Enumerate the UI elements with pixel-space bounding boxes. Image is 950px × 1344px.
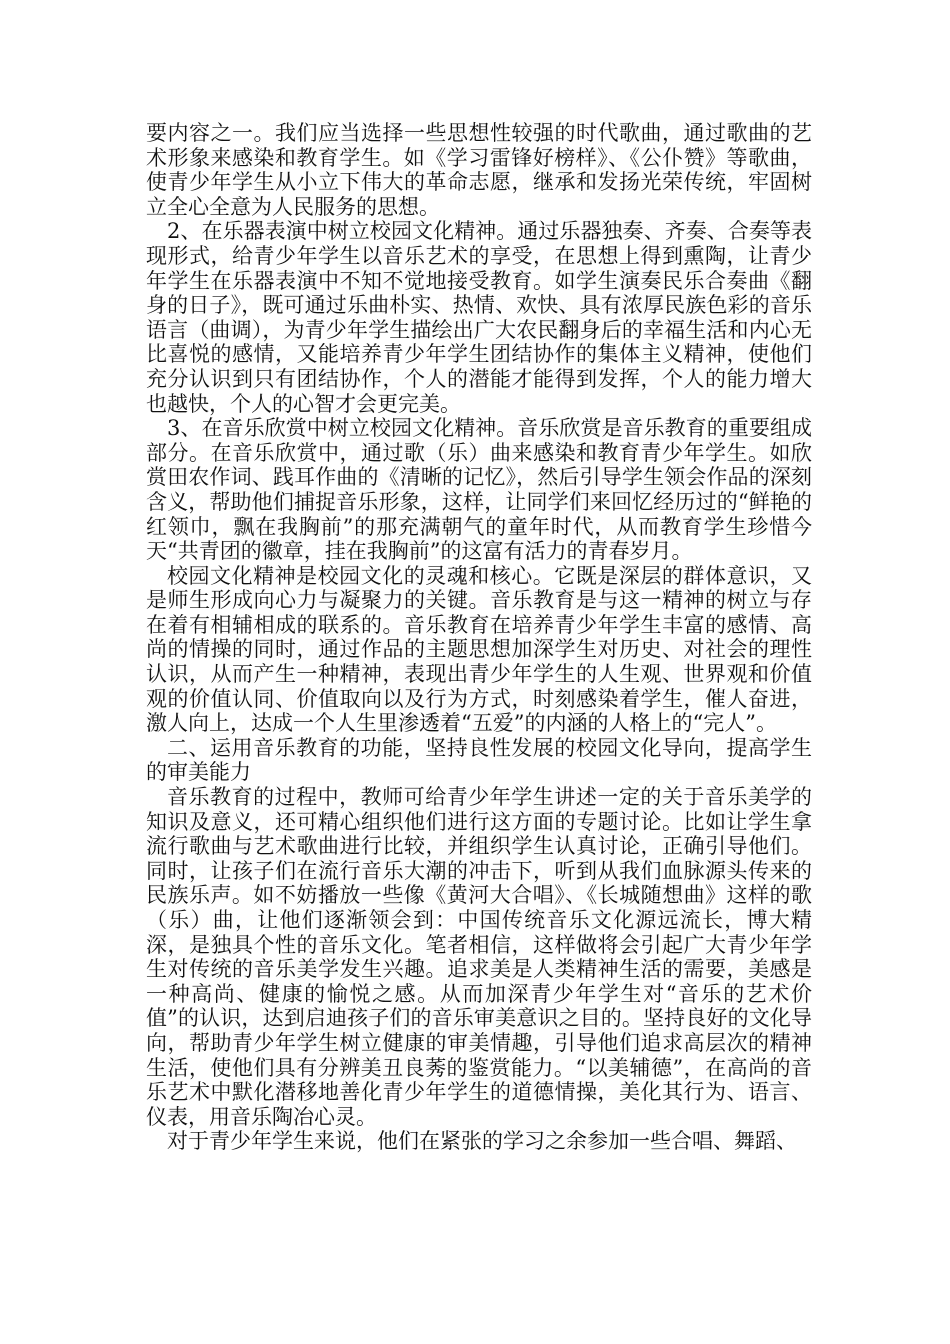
paragraph-continuation: 要内容之一。我们应当选择一些思想性较强的时代歌曲，通过歌曲的艺术形象来感染和教育学生。如《学习雷锋好榜样》、《公仆赞》等歌曲，使青少年学生从小立下伟大的革命志愿，继承和发扬光荣传统，牢固树立全心全意为人民服务的思想。: [146, 121, 812, 219]
paragraph-trailing: 对于青少年学生来说，他们在紧张的学习之余参加一些合唱、舞蹈、: [167, 1129, 797, 1154]
document-body: [146, 121, 812, 1154]
paragraph-instrument-performance: 2、在乐器表演中树立校园文化精神。通过乐器独奏、齐奏、合奏等表现形式，给青少年学生以音乐艺术的享受，在思想上得到熏陶，让青少年学生在乐器表演中不知不觉地接受教育。如学生演奏民乐合奏曲《翻身的日子》，既可通过乐曲朴实、热情、欢快、具有浓厚民族色彩的音乐语言（曲调），为青少年学生描绘出广大农民翻身后的幸福生活和内心无比喜悦的感情，又能培养青少年学生团结协作的集体主义精神，使他们充分认识到只有团结协作，个人的潜能才能得到发挥，个人的能力增大也越快，个人的心智才会更完美。: [146, 219, 812, 416]
paragraph-campus-spirit: 校园文化精神是校园文化的灵魂和核心。它既是深层的群体意识，又是师生形成向心力与凝聚力的关键。音乐教育是与这一精神的树立与存在着有相辅相成的联系的。音乐教育在培养青少年学生丰富的感情、高尚的情操的同时，通过作品的主题思想加深学生对历史、对社会的理性认识，从而产生一种精神，表现出青少年学生的人生观、世界观和价值观的价值认同、价值取向以及行为方式，时刻感染着学生，催人奋进，激人向上，达成一个人生里渗透着“五爱”的内涵的人格上的“完人”。: [146, 563, 812, 736]
paragraph-music-appreciation: 3、在音乐欣赏中树立校园文化精神。音乐欣赏是音乐教育的重要组成部分。在音乐欣赏中，通过歌（乐）曲来感染和教育青少年学生。如欣赏田农作词、践耳作曲的《清晰的记忆》，然后引导学生领会作品的深刻含义，帮助他们捕捉音乐形象，这样，让同学们来回忆经历过的“鲜艳的红领巾，飘在我胸前”的那充满朝气的童年时代，从而教育学生珍惜今天“共青团的徽章，挂在我胸前”的这富有活力的青春岁月。: [146, 416, 812, 564]
section-heading-two: 二、运用音乐教育的功能，坚持良性发展的校园文化导向，提高学生的审美能力: [146, 735, 812, 785]
paragraph-music-aesthetics: 音乐教育的过程中，教师可给青少年学生讲述一定的关于音乐美学的知识及意义，还可精心组织他们进行这方面的专题讨论。比如让学生拿流行歌曲与艺术歌曲进行比较，并组织学生认真讨论，正确引导他们。同时，让孩子们在流行音乐大潮的冲击下，听到从我们血脉源头传来的民族乐声。如不妨播放一些像《黄河大合唱》、《长城随想曲》这样的歌（乐）曲，让他们逐渐领会到：中国传统音乐文化源远流长，博大精深，是独具个性的音乐文化。笔者相信，这样做将会引起广大青少年学生对传统的音乐美学发生兴趣。追求美是人类精神生活的需要，美感是一种高尚、健康的愉悦之感。从而加深青少年学生对“音乐的艺术价值”的认识，达到启迪孩子们的音乐审美意识之目的。坚持良好的文化导向，帮助青少年学生树立健康的审美情趣，引导他们追求高层次的精神生活，使他们具有分辨美丑良莠的鉴赏能力。“以美辅德”，在高尚的音乐艺术中默化潜移地善化青少年学生的道德情操，美化其行为、语言、仪表，用音乐陶冶心灵。: [146, 785, 812, 1129]
